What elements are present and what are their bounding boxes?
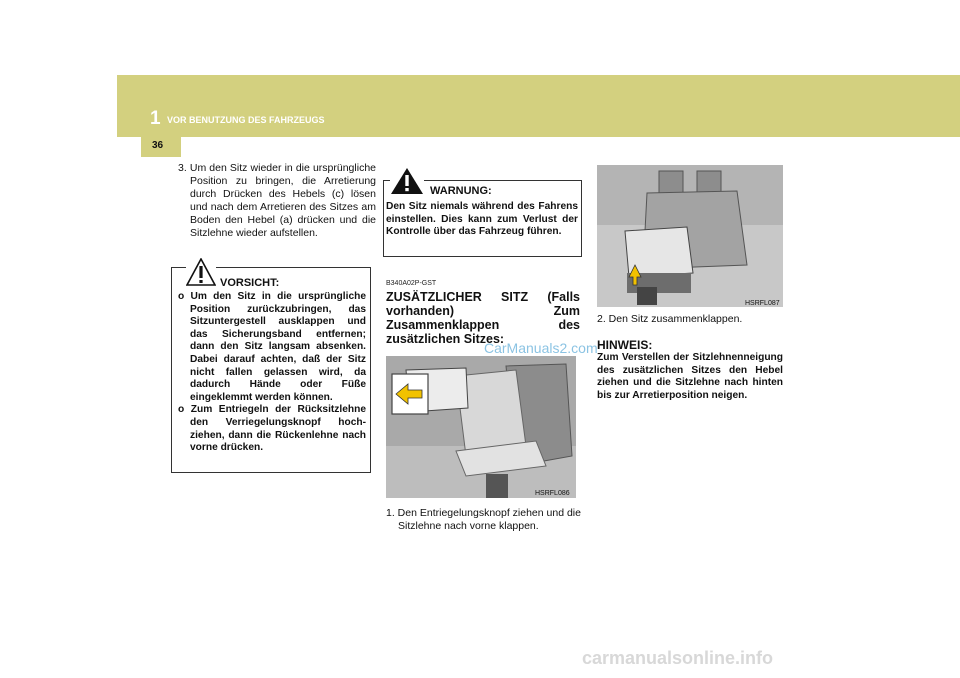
chapter-number: 1 [150, 108, 161, 129]
caution-box [171, 267, 371, 473]
warning-box [383, 180, 582, 257]
seat-illustration-1 [386, 356, 576, 498]
step-1-text: 1. Den Entriegelungsknopf ziehen und die Sitzlehne nach vorne klappen. [386, 507, 581, 532]
warning-title: WARNUNG: [430, 185, 492, 197]
chapter-header-band [117, 75, 960, 137]
note-body: Zum Verstellen der Sitzlehnenneigung des zusätzlichen Sitzes den Hebel ziehen und die Sitzlehne nach hinten bis zur Arretierposition neigen. [597, 352, 783, 401]
step-3-text: 3. Um den Sitz wieder in die ursprüngliche Position zu bringen, die Arretierung durch Drücken des Hebels (c) lösen und nach dem Arretieren des Sitzes am Boden den Hebel (a) drücken und die Sitzlehne wieder aufstellen. [178, 162, 376, 239]
seat-photo-fold [597, 165, 783, 307]
note-label: HINWEIS: [597, 338, 653, 352]
step-2-text: 2. Den Sitz zusammenklappen. [597, 313, 743, 325]
caution-item: o Um den Sitz in die ursprüngliche Position zurückzubringen, das Sitzuntergestell ausklappen und das Sicherungsband entfernen; dann den Sitz langsam absenken. Dabei darauf achten, daß der Sitz nicht fallen gelassen wird, da dadurch Hände oder Füße eingeklemmt werden können. [178, 291, 366, 403]
section-heading: ZUSÄTZLICHER SITZ (Falls vorhanden) Zum Zusammenklappen des zusätzlichen Sitzes: [386, 290, 580, 346]
photo-code-1: HSRFL086 [535, 490, 570, 497]
watermark: CarManuals2.com [484, 340, 598, 356]
warning-triangle-icon [390, 167, 424, 195]
caution-item: o Zum Entriegeln der Rücksitzlehne den Verriegelungsknopf hoch-ziehen, dann die Rückenlehne nach vorne drücken. [178, 404, 366, 454]
warning-triangle-icon [186, 258, 216, 286]
seat-photo-unlock [386, 356, 576, 498]
caution-title: VORSICHT: [220, 277, 280, 289]
section-code: B340A02P-GST [386, 280, 437, 287]
warning-body: Den Sitz niemals während des Fahrens einstellen. Dies kann zum Verlust der Kontrolle über das Fahrzeug führen. [386, 201, 578, 238]
seat-illustration-2 [597, 165, 783, 307]
chapter-title: VOR BENUTZUNG DES FAHRZEUGS [167, 115, 325, 125]
footer-site-mark: carmanualsonline.info [582, 648, 774, 668]
photo-code-2: HSRFL087 [745, 300, 780, 307]
caution-list [178, 291, 366, 455]
page-number: 36 [152, 140, 164, 151]
